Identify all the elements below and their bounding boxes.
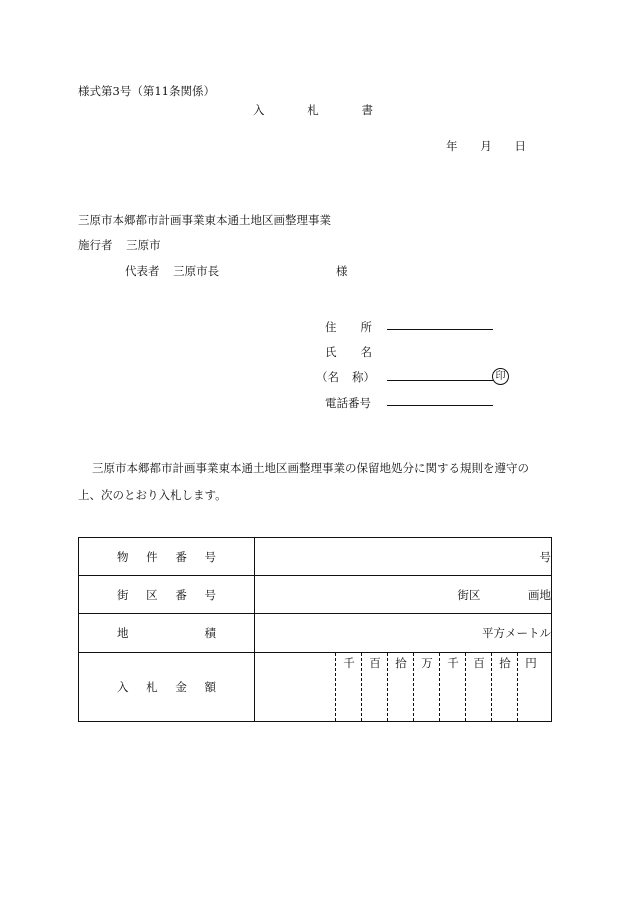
executor-label: 施行者	[78, 238, 113, 252]
executor-name: 三原市	[126, 238, 161, 252]
date-line	[446, 138, 526, 154]
address-field[interactable]	[387, 329, 493, 330]
date-month: 月	[480, 139, 492, 153]
phone-field[interactable]	[387, 405, 493, 406]
digit-cell[interactable]: 千	[439, 653, 466, 721]
project-name: 三原市本郷都市計画事業東本通土地区画整理事業	[78, 213, 331, 227]
seal-mark: 印	[492, 368, 509, 385]
table-row-block-number	[79, 576, 552, 614]
document-title	[253, 102, 373, 118]
block-number-field[interactable]	[255, 576, 552, 614]
date-day: 日	[514, 139, 526, 153]
table-row-area	[79, 614, 552, 653]
representative-label: 代表者	[125, 264, 160, 278]
amount-digit-grid	[255, 653, 551, 721]
label-property-number: 物 件 番 号	[79, 538, 255, 576]
title-char: 書	[361, 103, 373, 117]
body-line-2: 上、次のとおり入札します。	[78, 488, 227, 502]
title-char: 入	[253, 103, 265, 117]
area-field[interactable]	[255, 614, 552, 653]
digit-cell[interactable]: 円	[517, 653, 544, 721]
form-number: 様式第3号（第11条関係）	[78, 84, 215, 98]
honorific: 様	[336, 264, 348, 278]
body-line-1: 三原市本郷都市計画事業東本通土地区画整理事業の保留地処分に関する規則を遵守の	[92, 461, 529, 475]
phone-label: 電話番号	[325, 396, 371, 410]
representative-name: 三原市長	[173, 264, 220, 278]
title-char: 札	[307, 103, 319, 117]
unit-block: 街区	[457, 587, 481, 602]
executor-line	[78, 237, 161, 253]
name-label: 氏 名	[325, 345, 372, 359]
representative-line	[125, 263, 219, 279]
digit-cell[interactable]: 百	[361, 653, 388, 721]
unit-square-meters: 平方メートル	[482, 626, 551, 640]
digit-cell[interactable]: 万	[413, 653, 440, 721]
address-label: 住 所	[325, 320, 372, 334]
table-row-property-number	[79, 538, 552, 576]
corp-name-label: （名 称）	[316, 370, 375, 384]
date-year: 年	[446, 139, 458, 153]
corp-name-field[interactable]	[387, 380, 493, 381]
bid-table	[78, 537, 552, 722]
digit-cell[interactable]: 拾	[491, 653, 518, 721]
table-row-bid-amount	[79, 653, 552, 722]
label-block-number: 街 区 番 号	[79, 576, 255, 614]
digit-cell[interactable]: 千	[335, 653, 362, 721]
label-bid-amount: 入 札 金 額	[79, 653, 255, 722]
digit-cell[interactable]: 拾	[387, 653, 414, 721]
label-area: 地 積	[79, 614, 255, 653]
unit-go: 号	[539, 549, 551, 564]
property-number-field[interactable]	[255, 538, 552, 576]
unit-lot: 画地	[528, 587, 551, 602]
digit-cell[interactable]: 百	[465, 653, 492, 721]
bid-amount-field[interactable]	[255, 653, 552, 722]
